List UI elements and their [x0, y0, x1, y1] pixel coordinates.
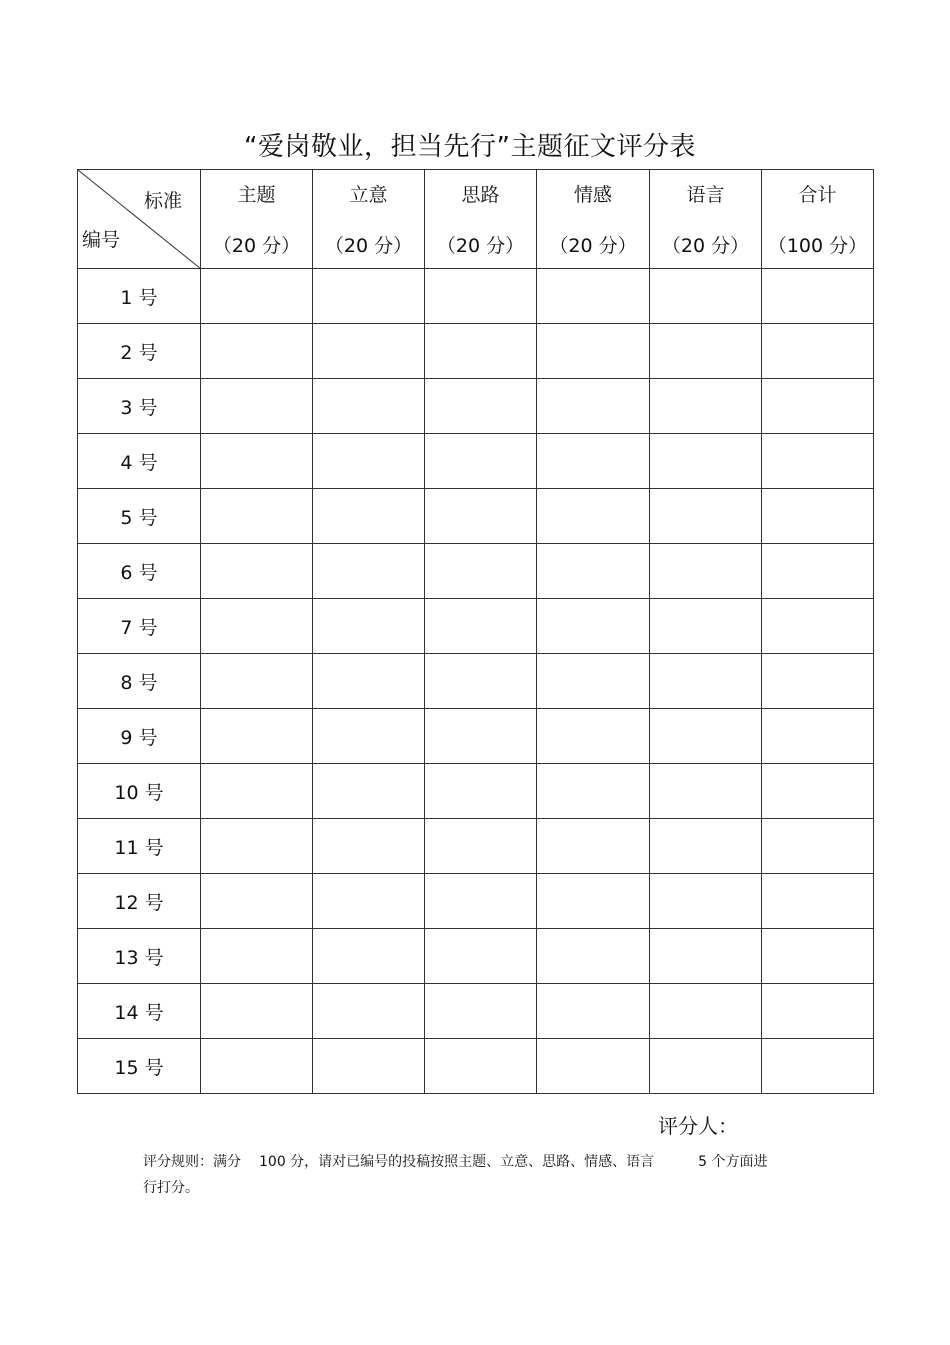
score-cell[interactable]: [425, 984, 537, 1039]
row-number-cell: 10 号: [78, 764, 201, 819]
score-cell[interactable]: [201, 379, 313, 434]
table-row: [78, 324, 874, 379]
table-row: [78, 709, 874, 764]
score-cell[interactable]: [425, 379, 537, 434]
column-score: （20 分）: [661, 235, 750, 257]
score-cell[interactable]: [762, 489, 874, 544]
score-cell[interactable]: [537, 654, 650, 709]
table-row: [78, 489, 874, 544]
rules-text-2: 100 分，请对已编号的投稿按照主题、立意、思路、情感、语言: [259, 1154, 655, 1170]
score-table: [77, 169, 874, 1094]
score-cell[interactable]: [650, 819, 762, 874]
row-number-cell: 6 号: [78, 544, 201, 599]
row-number-cell: 15 号: [78, 1039, 201, 1094]
score-cell[interactable]: [313, 324, 425, 379]
corner-label-standard: 标准: [143, 190, 182, 212]
score-cell[interactable]: [313, 489, 425, 544]
table-row: [78, 544, 874, 599]
score-cell[interactable]: [201, 269, 313, 324]
score-cell[interactable]: [537, 599, 650, 654]
score-cell[interactable]: [537, 984, 650, 1039]
row-number-cell: 7 号: [78, 599, 201, 654]
row-number-cell: 5 号: [78, 489, 201, 544]
score-cell[interactable]: [650, 434, 762, 489]
score-cell[interactable]: [425, 489, 537, 544]
score-cell[interactable]: [201, 874, 313, 929]
table-row: [78, 379, 874, 434]
score-cell[interactable]: [762, 269, 874, 324]
score-cell[interactable]: [537, 709, 650, 764]
score-cell[interactable]: [537, 489, 650, 544]
score-cell[interactable]: [313, 1039, 425, 1094]
score-cell[interactable]: [762, 874, 874, 929]
score-cell[interactable]: [201, 764, 313, 819]
score-cell[interactable]: [201, 984, 313, 1039]
score-cell[interactable]: [425, 269, 537, 324]
score-cell[interactable]: [762, 709, 874, 764]
score-cell[interactable]: [201, 434, 313, 489]
table-row: [78, 929, 874, 984]
score-cell[interactable]: [425, 654, 537, 709]
column-name: 情感: [573, 184, 612, 206]
table-row: [78, 654, 874, 709]
column-header-emotion: [537, 170, 650, 269]
score-cell[interactable]: [425, 434, 537, 489]
row-number-cell: 2 号: [78, 324, 201, 379]
score-cell[interactable]: [537, 819, 650, 874]
column-header-intent: [313, 170, 425, 269]
column-score: （20 分）: [212, 235, 301, 257]
row-number-cell: 14 号: [78, 984, 201, 1039]
score-cell[interactable]: [762, 819, 874, 874]
score-cell[interactable]: [650, 599, 762, 654]
score-cell[interactable]: [762, 984, 874, 1039]
diagonal-divider: [78, 170, 201, 269]
column-name: 合计: [798, 184, 837, 206]
score-cell[interactable]: [313, 984, 425, 1039]
row-number-cell: 4 号: [78, 434, 201, 489]
score-cell[interactable]: [313, 654, 425, 709]
score-cell[interactable]: [762, 929, 874, 984]
score-cell[interactable]: [425, 709, 537, 764]
row-number-cell: 12 号: [78, 874, 201, 929]
score-cell[interactable]: [313, 874, 425, 929]
score-cell[interactable]: [650, 709, 762, 764]
table-row: [78, 874, 874, 929]
score-cell[interactable]: [201, 819, 313, 874]
table-row: [78, 984, 874, 1039]
corner-label-number: 编号: [82, 229, 121, 251]
score-cell[interactable]: [762, 434, 874, 489]
score-cell[interactable]: [762, 324, 874, 379]
score-cell[interactable]: [425, 544, 537, 599]
score-cell[interactable]: [537, 324, 650, 379]
row-number-cell: 13 号: [78, 929, 201, 984]
table-row: [78, 269, 874, 324]
score-cell[interactable]: [313, 269, 425, 324]
score-cell[interactable]: [201, 544, 313, 599]
score-cell[interactable]: [201, 654, 313, 709]
score-cell[interactable]: [650, 269, 762, 324]
column-header-logic: [425, 170, 537, 269]
column-score: （20 分）: [549, 235, 637, 257]
score-cell[interactable]: [313, 819, 425, 874]
column-score: （20 分）: [436, 235, 525, 257]
column-header-theme: [201, 170, 313, 269]
score-cell[interactable]: [537, 269, 650, 324]
score-cell[interactable]: [201, 324, 313, 379]
score-cell[interactable]: [762, 379, 874, 434]
score-cell[interactable]: [537, 434, 650, 489]
score-cell[interactable]: [537, 544, 650, 599]
column-score: （100 分）: [767, 235, 868, 257]
score-cell[interactable]: [313, 434, 425, 489]
score-cell[interactable]: [650, 764, 762, 819]
score-cell[interactable]: [650, 544, 762, 599]
score-cell[interactable]: [425, 819, 537, 874]
score-cell[interactable]: [201, 1039, 313, 1094]
page-title: “爱岗敬业，担当先行”主题征文评分表: [244, 132, 696, 162]
score-cell[interactable]: [537, 874, 650, 929]
row-number-cell: 11 号: [78, 819, 201, 874]
score-cell[interactable]: [650, 1039, 762, 1094]
score-cell[interactable]: [537, 1039, 650, 1094]
score-cell[interactable]: [762, 544, 874, 599]
column-header-language: [650, 170, 762, 269]
score-cell[interactable]: [650, 654, 762, 709]
score-cell[interactable]: [425, 874, 537, 929]
table-row: [78, 434, 874, 489]
column-name: 思路: [461, 184, 500, 206]
corner-header-cell: [78, 170, 201, 269]
score-cell[interactable]: [762, 599, 874, 654]
score-cell[interactable]: [425, 599, 537, 654]
column-score: （20 分）: [324, 235, 413, 257]
score-cell[interactable]: [650, 929, 762, 984]
row-number-cell: 9 号: [78, 709, 201, 764]
rules-text-4: 行打分。: [143, 1180, 199, 1196]
column-name: 语言: [686, 184, 725, 206]
score-cell[interactable]: [201, 929, 313, 984]
score-cell[interactable]: [537, 764, 650, 819]
score-cell[interactable]: [425, 929, 537, 984]
score-cell[interactable]: [313, 544, 425, 599]
scoring-rules: [143, 1149, 813, 1201]
header-row: [78, 170, 874, 269]
table-row: [78, 819, 874, 874]
table-row: [78, 764, 874, 819]
rules-text-3: 5 个方面进: [698, 1154, 768, 1170]
column-header-total: [762, 170, 874, 269]
table-row: [78, 1039, 874, 1094]
row-number-cell: 8 号: [78, 654, 201, 709]
column-name: 主题: [237, 184, 276, 206]
score-cell[interactable]: [650, 379, 762, 434]
score-cell[interactable]: [650, 984, 762, 1039]
score-cell[interactable]: [762, 1039, 874, 1094]
score-cell[interactable]: [313, 709, 425, 764]
score-cell[interactable]: [313, 764, 425, 819]
row-number-cell: 1 号: [78, 269, 201, 324]
score-cell[interactable]: [201, 489, 313, 544]
scorer-label: 评分人：: [658, 1114, 738, 1138]
score-cell[interactable]: [425, 324, 537, 379]
score-cell[interactable]: [201, 599, 313, 654]
score-cell[interactable]: [762, 764, 874, 819]
score-cell[interactable]: [762, 654, 874, 709]
rules-text-1: 评分规则：满分: [143, 1154, 241, 1170]
score-cell[interactable]: [650, 874, 762, 929]
score-cell[interactable]: [313, 599, 425, 654]
column-name: 立意: [349, 184, 388, 206]
score-cell[interactable]: [201, 709, 313, 764]
score-cell[interactable]: [313, 379, 425, 434]
score-cell[interactable]: [537, 379, 650, 434]
score-cell[interactable]: [425, 1039, 537, 1094]
score-cell[interactable]: [537, 929, 650, 984]
score-cell[interactable]: [425, 764, 537, 819]
row-number-cell: 3 号: [78, 379, 201, 434]
score-cell[interactable]: [650, 489, 762, 544]
table-row: [78, 599, 874, 654]
score-cell[interactable]: [650, 324, 762, 379]
score-cell[interactable]: [313, 929, 425, 984]
